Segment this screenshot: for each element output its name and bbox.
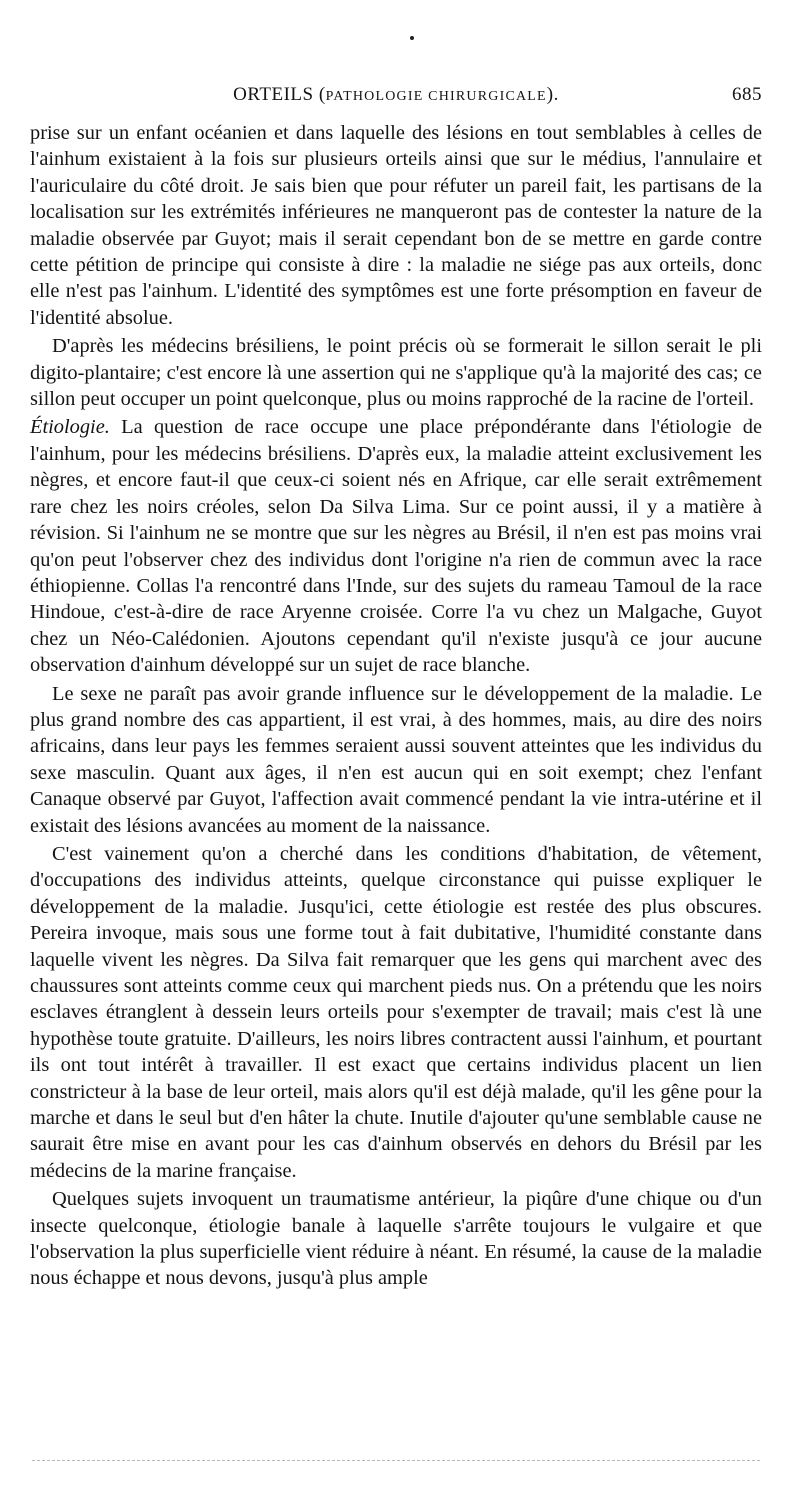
running-title-end: ).: [546, 84, 559, 105]
paragraph-traumatisme: Quelques sujets invoquent un traumatisme antérieur, la piqûre d'une chique ou d'un insecte quelconque, étiologie banale à laquelle s'arrête toujours le vulgaire et que l'observation la plus superficielle vient réduire à néant. En résumé, la cause de la maladie nous échappe et nous devons, jusqu'à plus ample: [30, 1188, 762, 1290]
running-title-main: ORTEILS (: [233, 84, 326, 105]
section-heading-etiologie: Étiologie.: [30, 416, 110, 439]
paragraph-sillon: D'après les médecins brésiliens, le point précis où se formerait le sillon serait le pli digito-plantaire; c'est encore là une assertion qui ne s'applique qu'à la majorité des cas; ce sillon peut occuper un point quelconque, plus ou moins rapproché de la racine de l'orteil.: [30, 335, 762, 411]
paragraph-conditions: C'est vainement qu'on a cherché dans les conditions d'habitation, de vêtement, d'occupations des individus atteints, quelque circonstance qui puisse expliquer le développement de la maladie. Jusqu'ici, cette étiologie est restée des plus obscures. Pereira invoque, mais sous une forme tout à fait dubitative, l'humidité constante dans laquelle vivent les nègres. Da Silva fait remarquer que les gens qui marchent avec des chaussures sont atteints comme ceux qui marchent pieds nus. On a prétendu que les noirs esclaves étranglent à dessein leurs orteils pour s'exempter de travail; mais c'est là une hypothèse toute gratuite. D'ailleurs, les noirs libres contractent aussi l'ainhum, et pourtant ils ont tout intérêt à travailler. Il est exact que certains individus placent un lien constricteur à la base de leur orteil, mais alors qu'il est déjà malade, qu'il les gêne pour la marche et dans le seul but d'en hâter la chute. Inutile d'ajouter qu'une semblable cause ne saurait être mise en avant pour les cas d'ainhum observés en dehors du Brésil par les médecins de la marine française.: [30, 842, 762, 1182]
page-bottom-rule: [32, 1460, 760, 1461]
print-speck: [410, 36, 414, 40]
paragraph-etiologie-text: La question de race occupe une place prépondérante dans l'étiologie de l'ainhum, pour les médecins brésiliens. D'après eux, la maladie atteint exclusivement les nègres, et encore faut-il que ceux-ci soient nés en Afrique, car elle serait extrêmement rare chez les noirs créoles, selon Da Silva Lima. Sur ce point aussi, il y a matière à révision. Si l'ainhum ne se montre que sur les nègres au Brésil, il n'en est pas moins vrai qu'on peut l'observer chez des individus dont l'origine n'a rien de commun avec la race éthiopienne. Collas l'a rencontré dans l'Inde, sur des sujets du rameau Tamoul de la race Hindoue, c'est-à-dire de race Aryenne croisée. Corre l'a vu chez un Malgache, Guyot chez un Néo-Calédonien. Ajoutons cependant qu'il n'existe jusqu'à ce jour aucune observation d'ainhum développé sur un sujet de race blanche.: [30, 416, 762, 677]
paragraph-etiologie: [30, 414, 762, 678]
running-title-subject: PATHOLOGIE CHIRURGICALE: [325, 89, 547, 104]
page-number: 685: [732, 84, 762, 105]
body-text: [30, 120, 762, 1292]
paragraph-continuation: prise sur un enfant océanien et dans laquelle des lésions en tout semblables à celles de l'ainhum existaient à la fois sur plusieurs orteils ainsi que sur le médius, l'annulaire et l'auriculaire du côté droit. Je sais bien que pour réfuter un pareil fait, les partisans de la localisation sur les extrémités inférieures ne manqueront pas de contester la nature de la maladie observée par Guyot; mais il serait cependant bon de se mettre en garde contre cette pétition de principe qui consiste à dire : la maladie ne siége pas aux orteils, donc elle n'est pas l'ainhum. L'identité des symptômes est une forte présomption en faveur de l'identité absolue.: [30, 122, 762, 329]
running-title: [30, 84, 762, 106]
paragraph-sexe: Le sexe ne paraît pas avoir grande influence sur le développement de la maladie. Le plus grand nombre des cas appartient, il est vrai, à des hommes, mais, au dire des noirs africains, dans leur pays les femmes seraient aussi souvent atteintes que les individus du sexe masculin. Quant aux âges, il n'en est aucun qui en soit exempt; chez l'enfant Canaque observé par Guyot, l'affection avait commencé pendant la vie intra-utérine et il existait des lésions avancées au moment de la naissance.: [30, 682, 762, 837]
running-header: [30, 84, 762, 112]
